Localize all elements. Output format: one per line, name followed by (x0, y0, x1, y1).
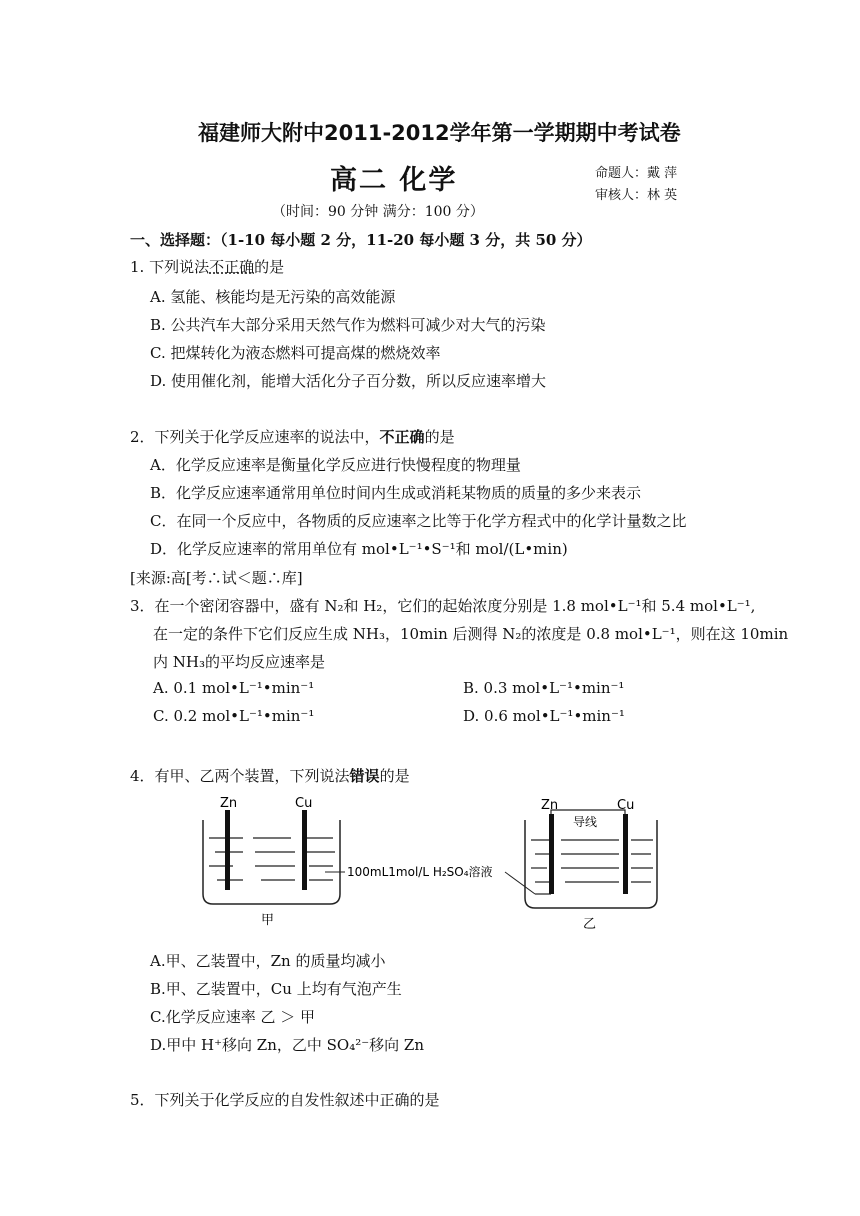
author-label: 命题人：戴 萍 (595, 166, 678, 181)
q3-stem-line2: 在一定的条件下它们反应生成 NH₃，10min 后测得 N₂的浓度是 0.8 mol•L⁻¹，则在这 10min (153, 625, 789, 643)
exam-title: 福建师大附中2011-2012学年第一学期期中考试卷 (198, 121, 681, 145)
label-yi: 乙 (583, 917, 597, 932)
q4-option-a: A.甲、乙装置中，Zn 的质量均减小 (150, 952, 386, 970)
q2-option-d: D．化学反应速率的常用单位有 mol•L⁻¹•S⁻¹和 mol/(L•min) (150, 540, 568, 558)
q3-option-a: A. 0.1 mol•L⁻¹•min⁻¹ (153, 679, 315, 697)
q3-stem-line1: 3．在一个密闭容器中，盛有 N₂和 H₂，它们的起始浓度分别是 1.8 mol•L⁻¹和 5.4 mol•L⁻¹, (130, 597, 756, 615)
q3-option-b: B. 0.3 mol•L⁻¹•min⁻¹ (463, 679, 625, 697)
q1-stem-emphasis: 不正确 (209, 258, 255, 276)
q4-option-b: B.甲、乙装置中，Cu 上均有气泡产生 (150, 980, 402, 998)
question-2-stem (130, 426, 455, 447)
galvanic-cell-figure (195, 790, 665, 940)
right-cu-label: Cu (617, 798, 635, 813)
cu-electrode-right (623, 814, 628, 894)
reviewer-label: 审核人：林 英 (595, 188, 678, 203)
left-zn-label: Zn (220, 796, 238, 811)
question-5-stem: 5．下列关于化学反应的自发性叙述中正确的是 (130, 1091, 440, 1109)
q2-stem-suffix: 的是 (424, 428, 455, 446)
wire-label: 导线 (573, 815, 598, 829)
q3-option-d: D. 0.6 mol•L⁻¹•min⁻¹ (463, 707, 625, 725)
q4-stem-emphasis: 错误 (349, 767, 380, 785)
q1-stem-prefix: 1. 下列说法 (130, 258, 210, 276)
q4-stem-prefix: 4．有甲、乙两个装置，下列说法 (130, 767, 350, 785)
q3-stem-line3: 内 NH₃的平均反应速率是 (153, 653, 325, 671)
left-cu-label: Cu (295, 796, 313, 811)
q4-option-d: D.甲中 H⁺移向 Zn，乙中 SO₄²⁻移向 Zn (150, 1036, 425, 1054)
zn-electrode-right (549, 814, 554, 894)
question-1-stem (130, 256, 284, 277)
question-4-stem (130, 765, 410, 786)
wire (551, 810, 625, 814)
q2-option-c: C．在同一个反应中，各物质的反应速率之比等于化学方程式中的化学计量数之比 (150, 512, 687, 530)
section-heading: 一、选择题：（1-10 每小题 2 分，11-20 每小题 3 分，共 50 分） (130, 231, 592, 249)
beaker-jia (203, 810, 340, 904)
q1-option-b: B. 公共汽车大部分采用天然气作为燃料可减少对大气的污染 (150, 316, 546, 334)
q1-option-d: D. 使用催化剂，能增大活化分子百分数，所以反应速率增大 (150, 372, 547, 390)
q2-stem-emphasis: 不正确 (379, 428, 425, 446)
subject-title: 高二 化学 (330, 165, 458, 196)
solution-pointer-right (505, 872, 535, 894)
q4-option-c: C.化学反应速率 乙 ＞ 甲 (150, 1008, 316, 1026)
label-jia: 甲 (261, 913, 275, 928)
right-zn-label: Zn (541, 798, 559, 813)
time-info: （时间：90 分钟 满分：100 分） (272, 204, 484, 220)
q2-option-a: A．化学反应速率是衡量化学反应进行快慢程度的物理量 (150, 456, 521, 474)
q1-stem-suffix: 的是 (254, 258, 285, 276)
q2-option-b: B．化学反应速率通常用单位时间内生成或消耗某物质的质量的多少来表示 (150, 484, 642, 502)
source-note: [来源:高[考∴试＜题∴库] (130, 569, 303, 587)
solution-label: 100mL1mol/L H₂SO₄溶液 (347, 865, 493, 879)
zn-electrode-left (225, 810, 230, 890)
q1-option-c: C. 把煤转化为液态燃料可提高煤的燃烧效率 (150, 344, 441, 362)
q2-stem-prefix: 2．下列关于化学反应速率的说法中， (130, 428, 380, 446)
cu-electrode-left (302, 810, 307, 890)
q1-option-a: A. 氢能、核能均是无污染的高效能源 (150, 288, 396, 306)
q3-option-c: C. 0.2 mol•L⁻¹•min⁻¹ (153, 707, 315, 725)
q4-stem-suffix: 的是 (379, 767, 410, 785)
